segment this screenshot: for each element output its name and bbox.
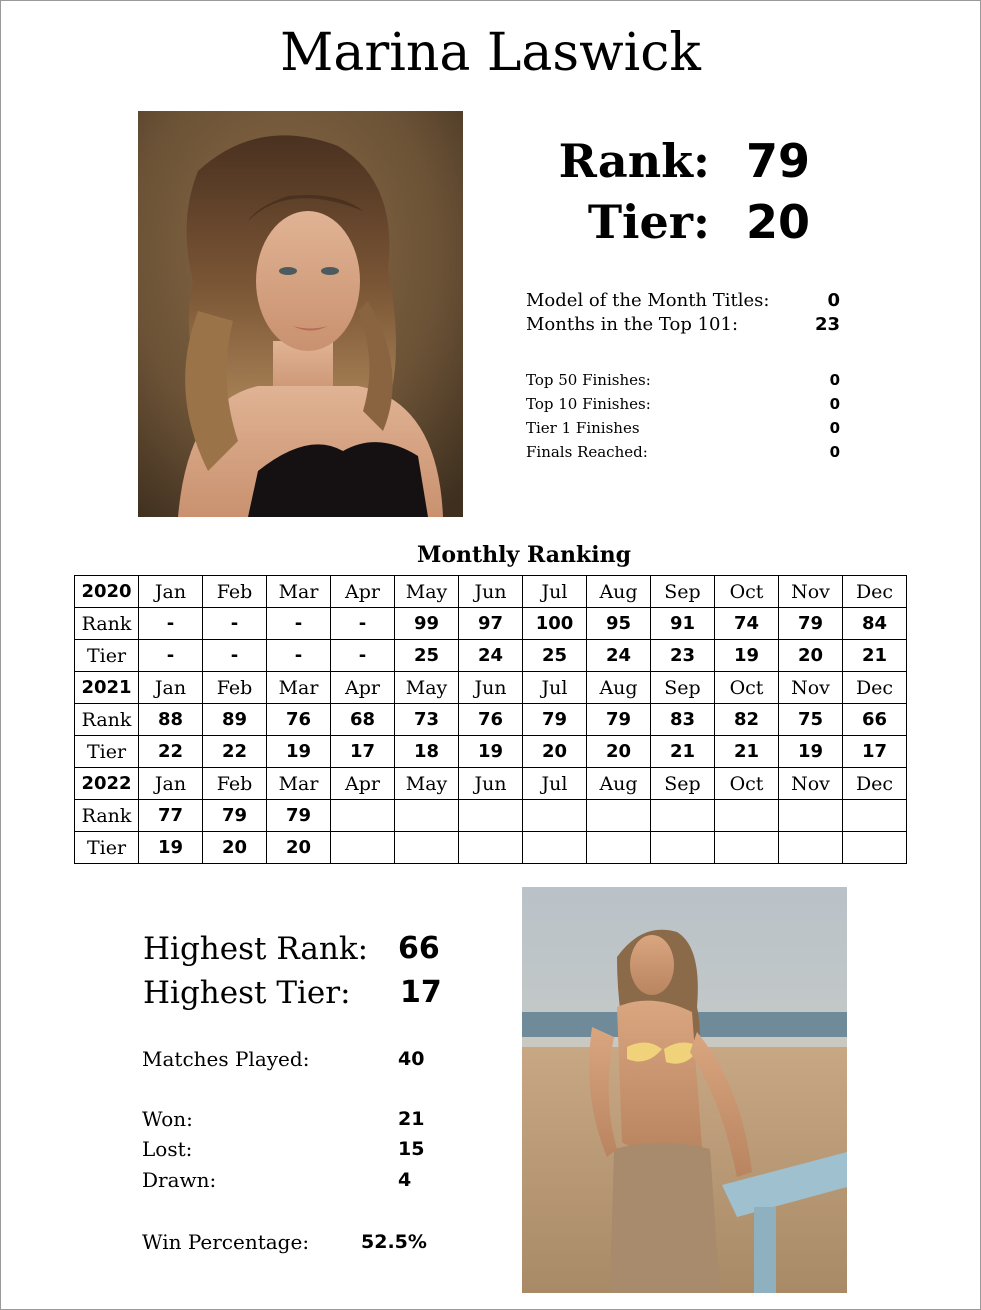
month-header: Nov — [779, 576, 843, 608]
top10-finishes-label: Top 10 Finishes: — [526, 395, 651, 413]
rank-cell: 74 — [715, 608, 779, 640]
rank-cell — [843, 800, 907, 832]
rank-cell: 97 — [459, 608, 523, 640]
finals-reached-label: Finals Reached: — [526, 443, 648, 461]
month-header: Mar — [267, 768, 331, 800]
tier-cell: 19 — [779, 736, 843, 768]
tier-cell — [843, 832, 907, 864]
matches-played-label: Matches Played: — [142, 1047, 310, 1071]
win-percentage-value: 52.5% — [361, 1231, 427, 1253]
rank-label: Rank: — [558, 134, 710, 188]
rank-cell — [459, 800, 523, 832]
rank-row — [75, 800, 907, 832]
tier-cell: 19 — [459, 736, 523, 768]
month-header: Oct — [715, 672, 779, 704]
rank-cell: 76 — [459, 704, 523, 736]
tier-cell: 21 — [843, 640, 907, 672]
month-header: Aug — [587, 672, 651, 704]
rank-cell: 77 — [139, 800, 203, 832]
rank-cell — [651, 800, 715, 832]
tier-cell: 17 — [843, 736, 907, 768]
month-header: Jun — [459, 672, 523, 704]
months-top101-label: Months in the Top 101: — [526, 314, 739, 335]
top50-finishes-value: 0 — [829, 371, 840, 389]
month-header: May — [395, 672, 459, 704]
rank-cell: 89 — [203, 704, 267, 736]
month-header: Feb — [203, 576, 267, 608]
won-value: 21 — [398, 1108, 425, 1130]
month-header: Jun — [459, 576, 523, 608]
drawn-value: 4 — [398, 1169, 412, 1191]
tier-cell: 21 — [715, 736, 779, 768]
tier-cell: 25 — [395, 640, 459, 672]
month-header: Feb — [203, 672, 267, 704]
month-header: Oct — [715, 576, 779, 608]
tier-cell: 23 — [651, 640, 715, 672]
month-header: Feb — [203, 768, 267, 800]
tier1-finishes-label: Tier 1 Finishes — [526, 419, 640, 437]
tier-row-label: Tier — [75, 832, 139, 864]
lost-value: 15 — [398, 1138, 425, 1160]
finals-reached-value: 0 — [829, 443, 840, 461]
tier-cell — [779, 832, 843, 864]
tier-cell: - — [267, 640, 331, 672]
rank-cell: 79 — [779, 608, 843, 640]
win-percentage-label: Win Percentage: — [142, 1230, 310, 1254]
rank-row-label: Rank — [75, 800, 139, 832]
month-header: Jul — [523, 576, 587, 608]
month-header: Oct — [715, 768, 779, 800]
rank-cell: 66 — [843, 704, 907, 736]
model-name-title: Marina Laswick — [280, 23, 701, 83]
tier-cell — [651, 832, 715, 864]
month-header: Aug — [587, 576, 651, 608]
tier-row — [75, 736, 907, 768]
rank-cell — [331, 800, 395, 832]
month-header: Sep — [651, 672, 715, 704]
drawn-label: Drawn: — [142, 1168, 217, 1192]
rank-cell: - — [139, 608, 203, 640]
tier-value: 20 — [745, 195, 810, 249]
month-header: Jan — [139, 576, 203, 608]
tier-cell: 20 — [203, 832, 267, 864]
won-label: Won: — [142, 1107, 193, 1131]
tier-cell: 20 — [267, 832, 331, 864]
rank-cell — [523, 800, 587, 832]
rank-cell: 79 — [267, 800, 331, 832]
rank-cell — [779, 800, 843, 832]
motm-titles-value: 0 — [827, 290, 840, 311]
beach-photo — [522, 887, 847, 1293]
month-header: Dec — [843, 576, 907, 608]
tier-cell: 24 — [587, 640, 651, 672]
tier-row-label: Tier — [75, 736, 139, 768]
highest-tier-value: 17 — [400, 975, 442, 1010]
motm-titles-label: Model of the Month Titles: — [526, 290, 770, 311]
year-label: 2020 — [75, 576, 139, 608]
rank-cell: - — [267, 608, 331, 640]
year-label: 2021 — [75, 672, 139, 704]
month-header: May — [395, 576, 459, 608]
rank-cell: 82 — [715, 704, 779, 736]
rank-cell: 79 — [523, 704, 587, 736]
monthly-ranking-caption: Monthly Ranking — [417, 542, 631, 568]
tier-cell: 19 — [139, 832, 203, 864]
month-header: May — [395, 768, 459, 800]
rank-row-label: Rank — [75, 608, 139, 640]
month-header: Nov — [779, 672, 843, 704]
tier-cell: 22 — [203, 736, 267, 768]
tier-cell: 20 — [523, 736, 587, 768]
tier-cell: 25 — [523, 640, 587, 672]
monthly-ranking-table — [74, 575, 907, 864]
rank-cell: 100 — [523, 608, 587, 640]
month-header: Jul — [523, 768, 587, 800]
month-header: Apr — [331, 768, 395, 800]
tier-cell: 17 — [331, 736, 395, 768]
month-header: Sep — [651, 576, 715, 608]
year-header-row — [75, 576, 907, 608]
tier-cell — [459, 832, 523, 864]
rank-cell: - — [203, 608, 267, 640]
rank-cell: 79 — [203, 800, 267, 832]
tier-cell — [395, 832, 459, 864]
rank-cell: 88 — [139, 704, 203, 736]
month-header: Sep — [651, 768, 715, 800]
rank-cell — [715, 800, 779, 832]
portrait-photo — [138, 111, 463, 517]
month-header: Jun — [459, 768, 523, 800]
rank-row — [75, 704, 907, 736]
rank-value: 79 — [745, 134, 810, 188]
tier-cell — [331, 832, 395, 864]
rank-cell: 83 — [651, 704, 715, 736]
rank-row-label: Rank — [75, 704, 139, 736]
month-header: Dec — [843, 768, 907, 800]
month-header: Jan — [139, 768, 203, 800]
rank-cell — [587, 800, 651, 832]
lost-label: Lost: — [142, 1137, 193, 1161]
rank-cell: 73 — [395, 704, 459, 736]
month-header: Mar — [267, 576, 331, 608]
rank-cell: 95 — [587, 608, 651, 640]
tier-cell: 19 — [715, 640, 779, 672]
tier-label: Tier: — [587, 195, 710, 249]
tier-cell: 22 — [139, 736, 203, 768]
top10-finishes-value: 0 — [829, 395, 840, 413]
rank-cell — [395, 800, 459, 832]
rank-cell: 91 — [651, 608, 715, 640]
tier-row — [75, 832, 907, 864]
tier-row-label: Tier — [75, 640, 139, 672]
tier-cell — [715, 832, 779, 864]
tier-cell — [587, 832, 651, 864]
month-header: Jan — [139, 672, 203, 704]
tier-row — [75, 640, 907, 672]
highest-tier-label: Highest Tier: — [143, 975, 351, 1011]
tier1-finishes-value: 0 — [829, 419, 840, 437]
year-label: 2022 — [75, 768, 139, 800]
month-header: Apr — [331, 672, 395, 704]
rank-cell: 99 — [395, 608, 459, 640]
tier-cell: - — [139, 640, 203, 672]
tier-cell: 19 — [267, 736, 331, 768]
tier-cell: 21 — [651, 736, 715, 768]
month-header: Nov — [779, 768, 843, 800]
rank-cell: 68 — [331, 704, 395, 736]
top50-finishes-label: Top 50 Finishes: — [526, 371, 651, 389]
year-header-row — [75, 768, 907, 800]
rank-cell: 84 — [843, 608, 907, 640]
highest-rank-value: 66 — [398, 931, 440, 966]
tier-cell: - — [203, 640, 267, 672]
months-top101-value: 23 — [814, 314, 840, 335]
rank-cell: 79 — [587, 704, 651, 736]
month-header: Apr — [331, 576, 395, 608]
tier-cell: 20 — [779, 640, 843, 672]
tier-cell: - — [331, 640, 395, 672]
month-header: Jul — [523, 672, 587, 704]
month-header: Dec — [843, 672, 907, 704]
month-header: Mar — [267, 672, 331, 704]
year-header-row — [75, 672, 907, 704]
tier-cell: 18 — [395, 736, 459, 768]
tier-cell: 20 — [587, 736, 651, 768]
rank-row — [75, 608, 907, 640]
tier-cell — [523, 832, 587, 864]
tier-cell: 24 — [459, 640, 523, 672]
highest-rank-label: Highest Rank: — [143, 931, 369, 967]
matches-played-value: 40 — [398, 1048, 425, 1070]
rank-cell: - — [331, 608, 395, 640]
rank-cell: 75 — [779, 704, 843, 736]
rank-cell: 76 — [267, 704, 331, 736]
month-header: Aug — [587, 768, 651, 800]
